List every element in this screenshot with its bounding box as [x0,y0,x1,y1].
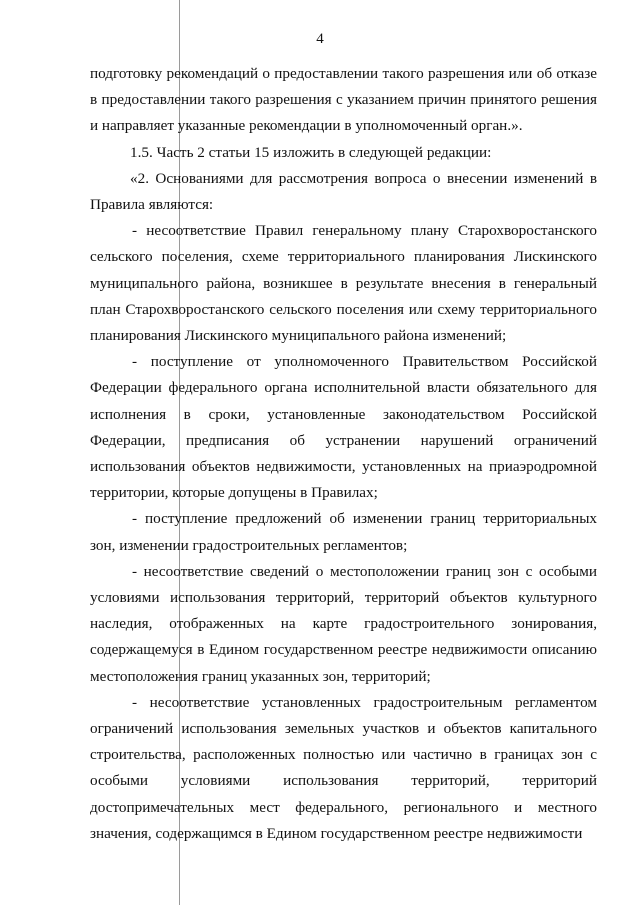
paragraph-item-1-5: 1.5. Часть 2 статьи 15 изложить в следующей редакции: [130,143,492,161]
paragraph-continuation: подготовку рекомендаций о предоставлении такого разрешения или об отказе в предоставлении такого разрешения с указанием причин принятого решения и направляет указанные рекомендации в уполномоченный орган.». [90,65,597,135]
bullet-item: - поступление от уполномоченного Правительством Российской Федерации федерального органа исполнительной власти обязательного для исполнения в сроки, установленные законодательством Российской Федерации, предписания об устранении нарушений ограничений использования объектов недвижимости, установленных на приаэродромной территории, которые допущены в Правилах; [90,353,597,502]
document-body [90,61,597,847]
bullet-item: - несоответствие сведений о местоположении границ зон с особыми условиями использования территорий, территорий объектов культурного наследия, отображенных на карте градостроительного зонирования, содержащемуся в Едином государственном реестре недвижимости описанию местоположения границ указанных зон, территорий; [90,562,597,685]
paragraph-part-2-intro: «2. Основаниями для рассмотрения вопроса о внесении изменений в Правила являются: [90,169,597,214]
bullet-item: - несоответствие установленных градостроительным регламентом ограничений использования земельных участков и объектов капитального строительства, расположенных полностью или частично в границах зон с особыми условиями использования территорий, территорий достопримечательных мест федерального, регионального и местного значения, содержащимся в Едином государственном реестре недвижимости [90,693,597,842]
bullet-item: - несоответствие Правил генеральному плану Старохворостанского сельского поселения, схеме территориального планирования Лискинского муниципального района, возникшее в результате внесения в генеральный план Старохворостанского сельского поселения или схему территориального планирования Лискинского муниципального района изменений; [90,222,597,345]
bullet-item: - поступление предложений об изменении границ территориальных зон, изменении градостроительных регламентов; [90,510,597,554]
page-number: 4 [316,31,324,47]
